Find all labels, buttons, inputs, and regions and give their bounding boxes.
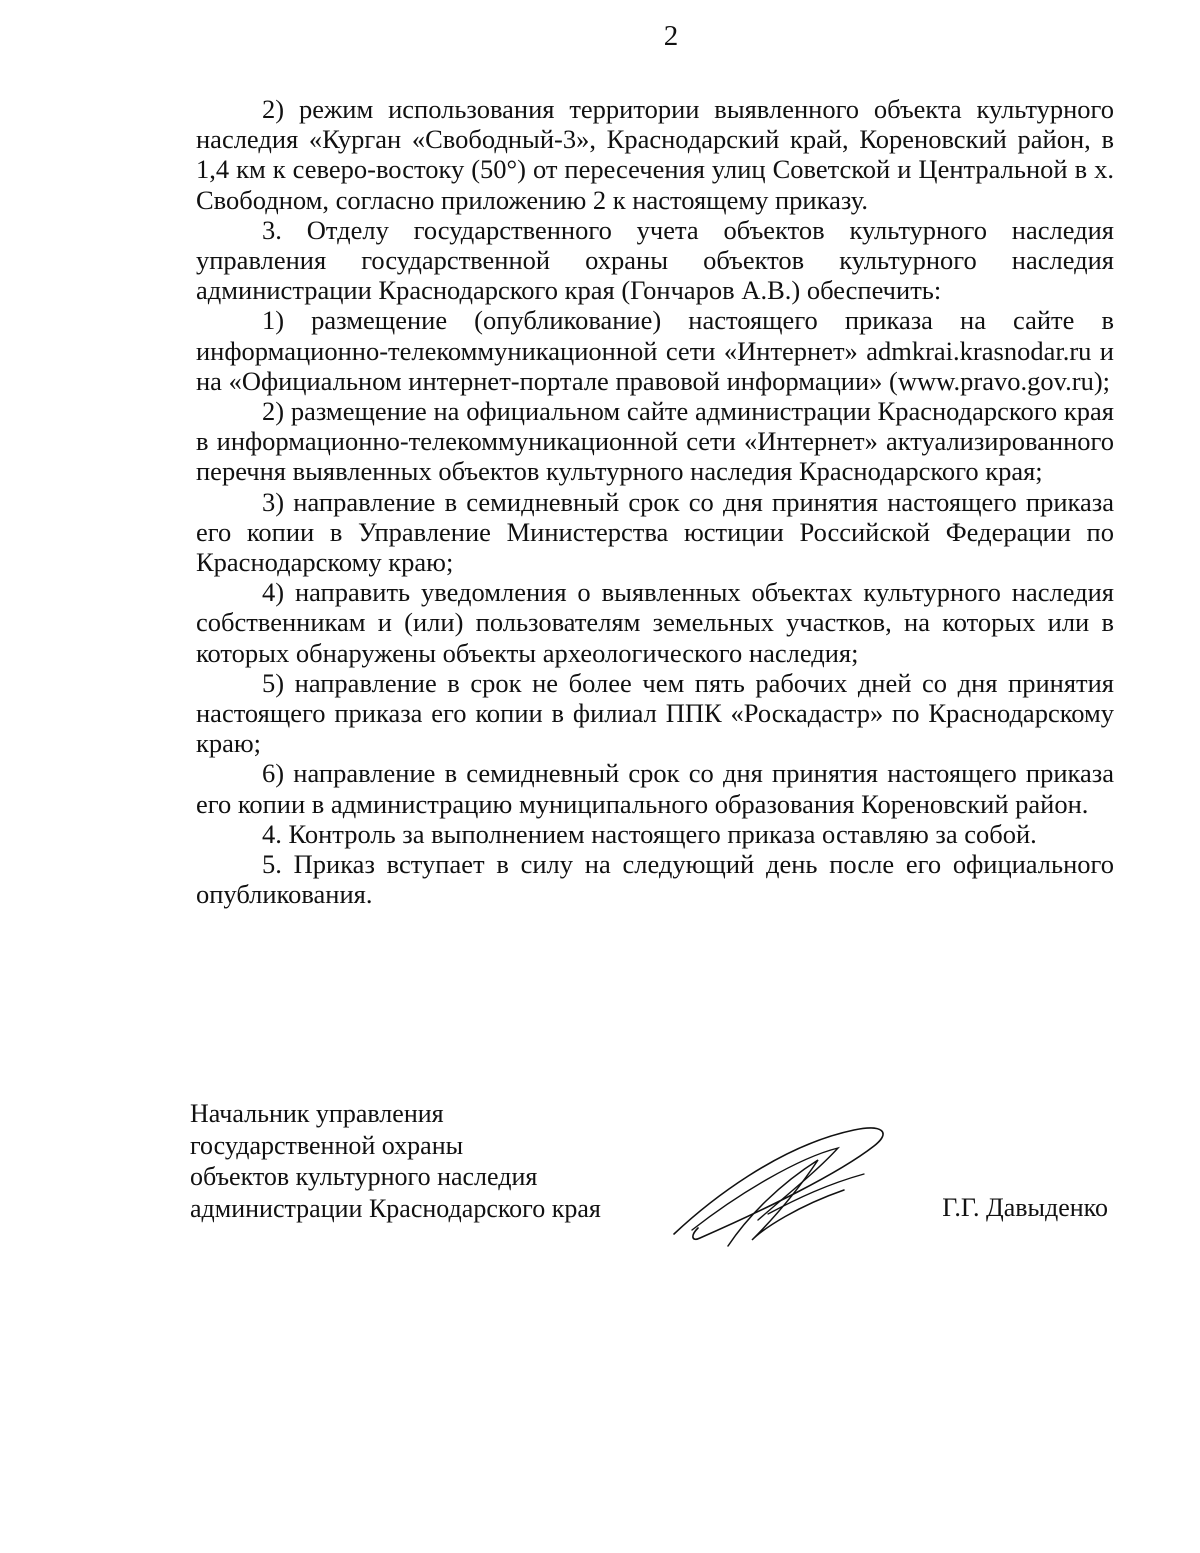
paragraph: 2) размещение на официальном сайте администрации Краснодарского края в информационно-телекоммуникационной сети «Интернет» актуализированного перечня выявленных объектов культурного наследия Краснодарского края; (196, 396, 1114, 487)
paragraph: 5. Приказ вступает в силу на следующий день после его официального опубликования. (196, 849, 1114, 910)
signature-block (190, 1098, 1114, 1258)
page-number: 2 (663, 20, 679, 52)
signatory-title-line: государственной охраны (190, 1130, 464, 1160)
document-body (196, 94, 1114, 909)
signatory-title (190, 1098, 601, 1224)
signatory-title-line: администрации Краснодарского края (190, 1193, 601, 1223)
paragraph: 5) направление в срок не более чем пять рабочих дней со дня принятия настоящего приказа его копии в филиал ППК «Роскадастр» по Краснодарскому краю; (196, 667, 1114, 759)
paragraph: 4. Контроль за выполнением настоящего приказа оставляю за собой. (262, 818, 1037, 849)
paragraph: 4) направить уведомления о выявленных объектах культурного наследия собственникам и (или) пользователям земельных участков, на которых или в которых обнаружены объекты археологического наследия; (196, 577, 1114, 668)
handwritten-signature (668, 1118, 908, 1248)
paragraph: 1) размещение (опубликование) настоящего приказа на сайте в информационно-телекоммуникационной сети «Интернет» admkrai.krasnodar.ru и на «Официальном интернет-портале правовой информации» (www.pravo.gov.ru); (196, 305, 1114, 396)
paragraph: 3. Отделу государственного учета объектов культурного наследия управления государственной охраны объектов культурного наследия администрации Краснодарского края (Гончаров А.В.) обеспечить: (196, 214, 1114, 306)
paragraph: 3) направление в семидневный срок со дня принятия настоящего приказа его копии в Управление Министерства юстиции Российской Федерации по Краснодарскому краю; (196, 486, 1114, 578)
signatory-title-line: объектов культурного наследия (190, 1162, 538, 1191)
paragraph: 6) направление в семидневный срок со дня принятия настоящего приказа его копии в администрацию муниципального образования Кореновский район. (196, 758, 1114, 819)
signatory-title-line: Начальник управления (190, 1099, 444, 1128)
signatory-name: Г.Г. Давыденко (942, 1193, 1108, 1222)
paragraph: 2) режим использования территории выявленного объекта культурного наследия «Курган «Свободный-3», Краснодарский край, Кореновский район, в 1,4 км к северо-востоку (50°) от пересечения улиц Советской и Центральной в х. Свободном, согласно приложению 2 к настоящему приказу. (196, 94, 1114, 215)
